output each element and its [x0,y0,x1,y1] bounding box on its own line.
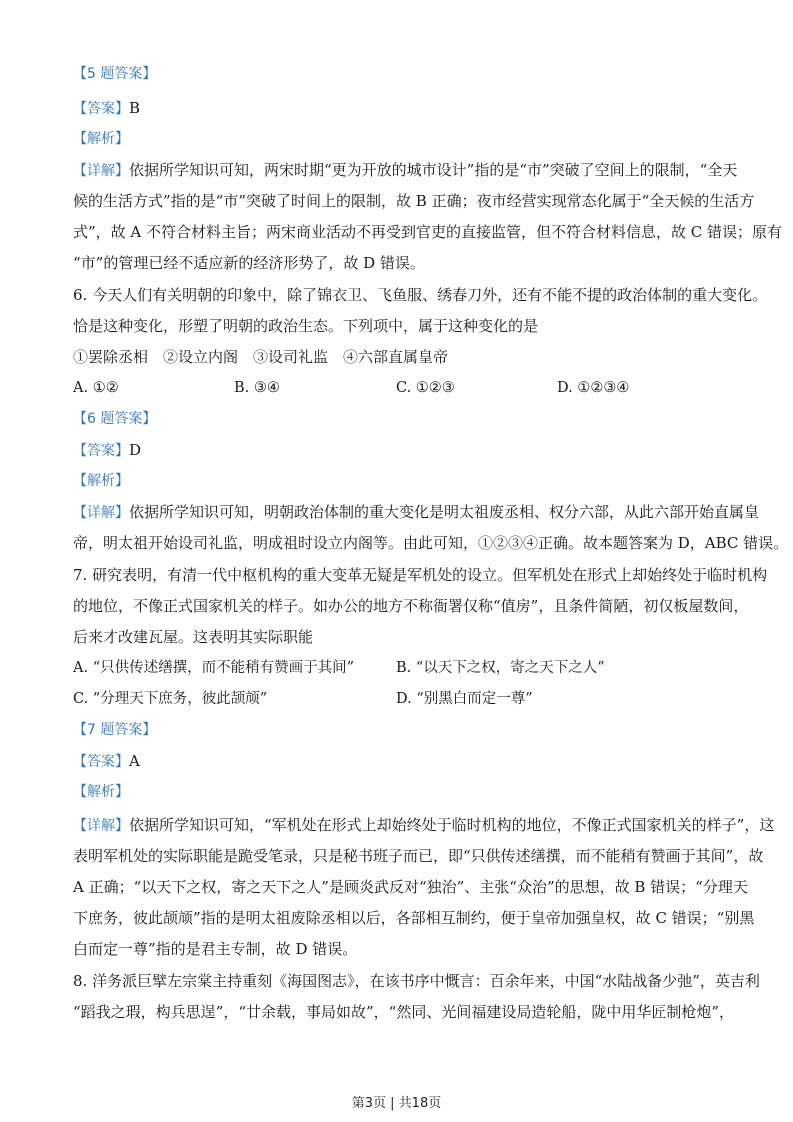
q5-answer-line [73,98,725,119]
q6-analysis-tag: 【解析】 [73,473,129,489]
q6-answer-line [73,440,725,461]
q7-answer-tag: 【答案】 [73,754,129,770]
q5-answer-tag: 【答案】 [73,101,129,117]
q6-detail-text-1: 依据所学知识可知，明朝政治体制的重大变化是明太祖废丞相、权分六部，从此六部开始直属皇 [129,503,760,521]
q7-detail-tag: 【详解】 [73,818,129,834]
q8-stem-line-1: 8. 洋务派巨擘左宗棠主持重刻《海国图志》，在该书序中慨言：百余年来，中国“水陆战备少弛”，英吉利 [73,972,760,990]
page-footer: 第3页 | 共18页 [351,1096,442,1111]
q6-detail-tag: 【详解】 [73,505,129,521]
q6-answer-value: D [129,441,142,459]
q7-detail-line-3: A 正确；“以天下之权，寄之天下之人”是顾炎武反对“独治”、主张“众治”的思想，故 B 错误；“分理天 [73,878,748,896]
q5-detail-line-1 [73,160,738,181]
q8-stem-line-2: “蹈我之瑕，构兵思逞”，“廿余载，事局如故”，“然同、光间福建设局造轮船，陇中用华匠制枪炮”， [73,1003,735,1021]
q6-detail-line-1 [73,502,760,523]
q5-detail-line-3: 式”，故 A 不符合材料主旨；两宋商业活动不再受到官吏的直接监管，但不符合材料信息，故 C 错误；原有 [73,223,783,241]
q7-detail-line-5: 白而定一尊”指的是君主专制，故 D 错误。 [73,940,358,958]
q6-option-b: B. ③④ [234,380,280,396]
q7-stem-line-1: 7. 研究表明，有清一代中枢机构的重大变革无疑是军机处的设立。但军机处在形式上却始终处于临时机构 [73,566,768,584]
q7-analysis-tag: 【解析】 [73,784,129,800]
q5-detail-line-2: 候的生活方式”指的是“市”突破了时间上的限制，故 B 正确；夜市经营实现常态化属于“全天候的生活方 [73,192,755,210]
q6-answer-tag: 【答案】 [73,443,129,459]
q7-detail-line-4: 下庶务，彼此颉颃”指的是明太祖废除丞相以后，各部相互制约，便于皇帝加强皇权，故 C 错误；“别黑 [73,909,755,927]
q7-detail-line-2: 表明军机处的实际职能是跪受笔录，只是秘书班子而已，即“只供传述缮撰，而不能稍有赞画于其间”，故 [73,847,764,865]
q7-answer-value: A [129,752,140,770]
q7-answer-header: 【7 题答案】 [73,722,157,738]
q6-option-a: A. ①② [73,380,119,396]
q5-detail-text-1: 依据所学知识可知，两宋时期“更为开放的城市设计”指的是“市”突破了空间上的限制，“全天 [129,161,738,179]
q5-detail-tag: 【详解】 [73,163,129,179]
q6-answer-header: 【6 题答案】 [73,411,157,427]
q7-detail-line-1 [73,815,775,836]
q5-answer-value: B [129,99,141,117]
q6-option-d: D. ①②③④ [557,380,630,396]
q5-detail-line-4: “市”的管理已经不适应新的经济形势了，故 D 错误。 [73,254,425,272]
q7-option-b: B. “以天下之权，寄之天下之人” [396,660,605,676]
q7-option-d: D. “别黑白而定一尊” [396,691,533,707]
q6-stem-line-3: ①罢除丞相 ②设立内阁 ③设司礼监 ④六部直属皇帝 [73,348,449,366]
q5-answer-header: 【5 题答案】 [73,66,157,82]
q7-option-a: A. “只供传述缮撰，而不能稍有赞画于其间” [73,660,355,676]
q6-detail-line-2: 帝，明太祖开始设司礼监，明成祖时设立内阁等。由此可知，①②③④正确。故本题答案为 D，ABC 错误。 [73,534,789,552]
q7-detail-text-1: 依据所学知识可知，“军机处在形式上却始终处于临时机构的地位，不像正式国家机关的样子”，这 [129,816,775,834]
q7-stem-line-2: 的地位，不像正式国家机关的样子。如办公的地方不称衙署仅称“值房”，且条件简陋，初仅板屋数间， [73,597,749,615]
q5-analysis-tag: 【解析】 [73,131,129,147]
q6-stem-line-2: 恰是这种变化，形塑了明朝的政治生态。下列项中，属于这种变化的是 [73,317,539,335]
q7-option-c: C. “分理天下庶务，彼此颉颃” [73,691,268,707]
q7-answer-line [73,751,725,772]
q6-stem-line-1: 6. 今天人们有关明朝的印象中，除了锦衣卫、飞鱼服、绣春刀外，还有不能不提的政治体制的重大变化。 [73,286,768,304]
q6-option-c: C. ①②③ [396,380,455,396]
q7-stem-line-3: 后来才改建瓦屋。这表明其实际职能 [73,628,314,646]
